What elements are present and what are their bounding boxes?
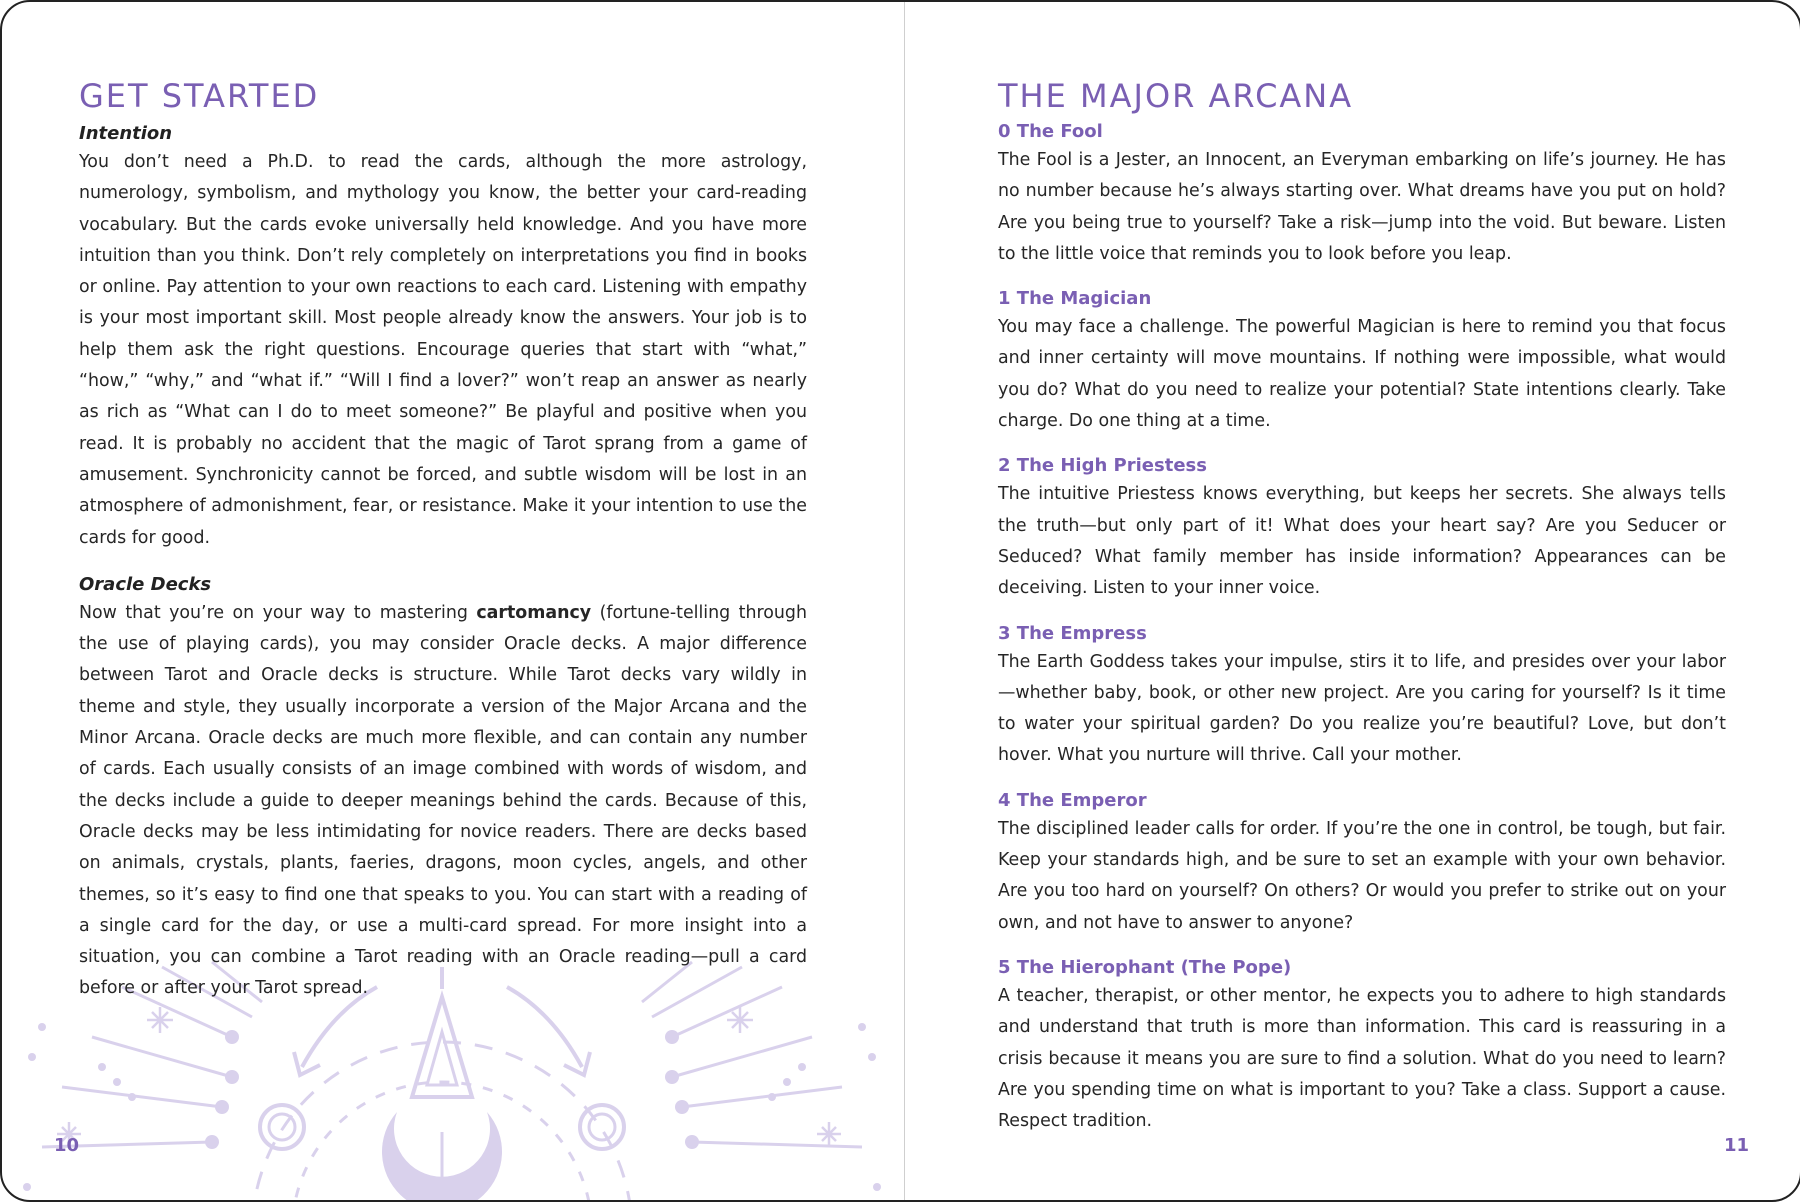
card-text-magician: You may face a challenge. The powerful Magician is here to remind you that focus and inner certainty will move mountains. If nothing were impossible, what would you do? What do you need to realize your potential? State intentions clearly. Take charge. Do one thing at a time.	[998, 317, 1726, 432]
page-number-left: 10	[54, 1135, 80, 1156]
card-heading-fool: 0 The Fool	[998, 121, 1103, 142]
paragraph-intention: You don’t need a Ph.D. to read the cards, although the more astrology, numerology, symbolism, and mythology you know, the better your card-reading vocabulary. But the cards evoke universally held knowledge. And you have more intuition than you think. Don’t rely completely on interpretations you find in books or online. Pay attention to your own reactions to each card. Listening with empathy is your most important skill. Most people already know the answers. Your job is to help them ask the right questions. Encourage queries that start with “what,” “how,” “why,” and “what if.” “Will I find a lover?” won’t reap an answer as nearly as rich as “What can I do to meet someone?” Be playful and positive when you read. It is probably no accident that the magic of Tarot sprang from a game of amusement. Synchronicity cannot be forced, and subtle wisdom will be lost in an atmosphere of admonishment, fear, or resistance. Make it your intention to use the cards for good.	[79, 152, 807, 548]
section-heading-oracle-decks: Oracle Decks	[79, 573, 212, 595]
card-heading-emperor: 4 The Emperor	[998, 789, 1147, 811]
page-number-right: 11	[1724, 1135, 1750, 1156]
page-title: THE MAJOR ARCANA	[998, 77, 1354, 115]
card-text-emperor: The disciplined leader calls for order. If you’re the one in control, be tough, but fair. Keep your standards high, and be sure to set an example with your own behavior. Are you too hard on yourself? On others? Or would you prefer to strike out on your own, and not have to answer to anyone?	[998, 818, 1726, 933]
card-text-high-priestess: The intuitive Priestess knows everything, but keeps her secrets. She always tells the truth—but only part of it! What does your heart say? Are you Seducer or Seduced? What family member has inside information? Appearances can be deceiving. Listen to your inner voice.	[998, 484, 1726, 599]
page-title: GET STARTED	[79, 77, 320, 115]
card-heading-magician: 1 The Magician	[998, 288, 1152, 310]
card-text-empress: The Earth Goddess takes your impulse, stirs it to life, and presides over your labor—whether baby, book, or other new project. Are you caring for yourself? Is it time to water your spiritual garden? Do you realize you’re beautiful? Love, but don’t hover. What you nurture will thrive. Call your mother.	[998, 651, 1726, 766]
paragraph-text: (fortune-telling through the use of playing cards), you may consider Oracle decks. A major difference between Tarot and Oracle decks is structure. While Tarot decks vary wildly in theme and style, they usually incorporate a version of the Major Arcana and the Minor Arcana. Oracle decks are much more flexible, and can contain any number of cards. Each usually consists of an image combined with words of wisdom, and the decks include a guide to deeper meanings behind the cards. Because of this, Oracle decks may be less intimidating for novice readers. There are decks based on animals, crystals, plants, faeries, dragons, moon cycles, angels, and other themes, so it’s easy to find one that speaks to you. You can start with a reading of a single card for the day, or use a multi-card spread. For more insight into a situation, you can combine a Tarot reading with an Oracle reading—pull a card before or after your Tarot spread.	[79, 602, 807, 999]
left-page	[79, 74, 807, 1005]
card-text-fool: The Fool is a Jester, an Innocent, an Everyman embarking on life’s journey. He has no number because he’s always starting over. What dreams have you put on hold? Are you being true to yourself? Take a risk—jump into the void. But beware. Listen to the little voice that reminds you to look before you leap.	[998, 150, 1726, 264]
section-heading-intention: Intention	[79, 123, 173, 144]
card-heading-empress: 3 The Empress	[998, 622, 1147, 644]
bold-term: cartomancy	[476, 602, 592, 623]
page-gutter	[904, 2, 905, 1202]
right-page	[998, 74, 1726, 1137]
card-heading-high-priestess: 2 The High Priestess	[998, 455, 1207, 477]
paragraph-text: Now that you’re on your way to mastering	[79, 602, 477, 623]
card-heading-hierophant: 5 The Hierophant (The Pope)	[998, 956, 1292, 978]
card-text-hierophant: A teacher, therapist, or other mentor, he expects you to adhere to high standards and understand that truth is more than information. This card is reassuring in a crisis because it means you are sure to find a solution. What do you need to learn? Are you spending time on what is important to you? Take a class. Support a cause. Respect tradition.	[998, 985, 1726, 1132]
paragraph-oracle-decks	[79, 598, 807, 1005]
